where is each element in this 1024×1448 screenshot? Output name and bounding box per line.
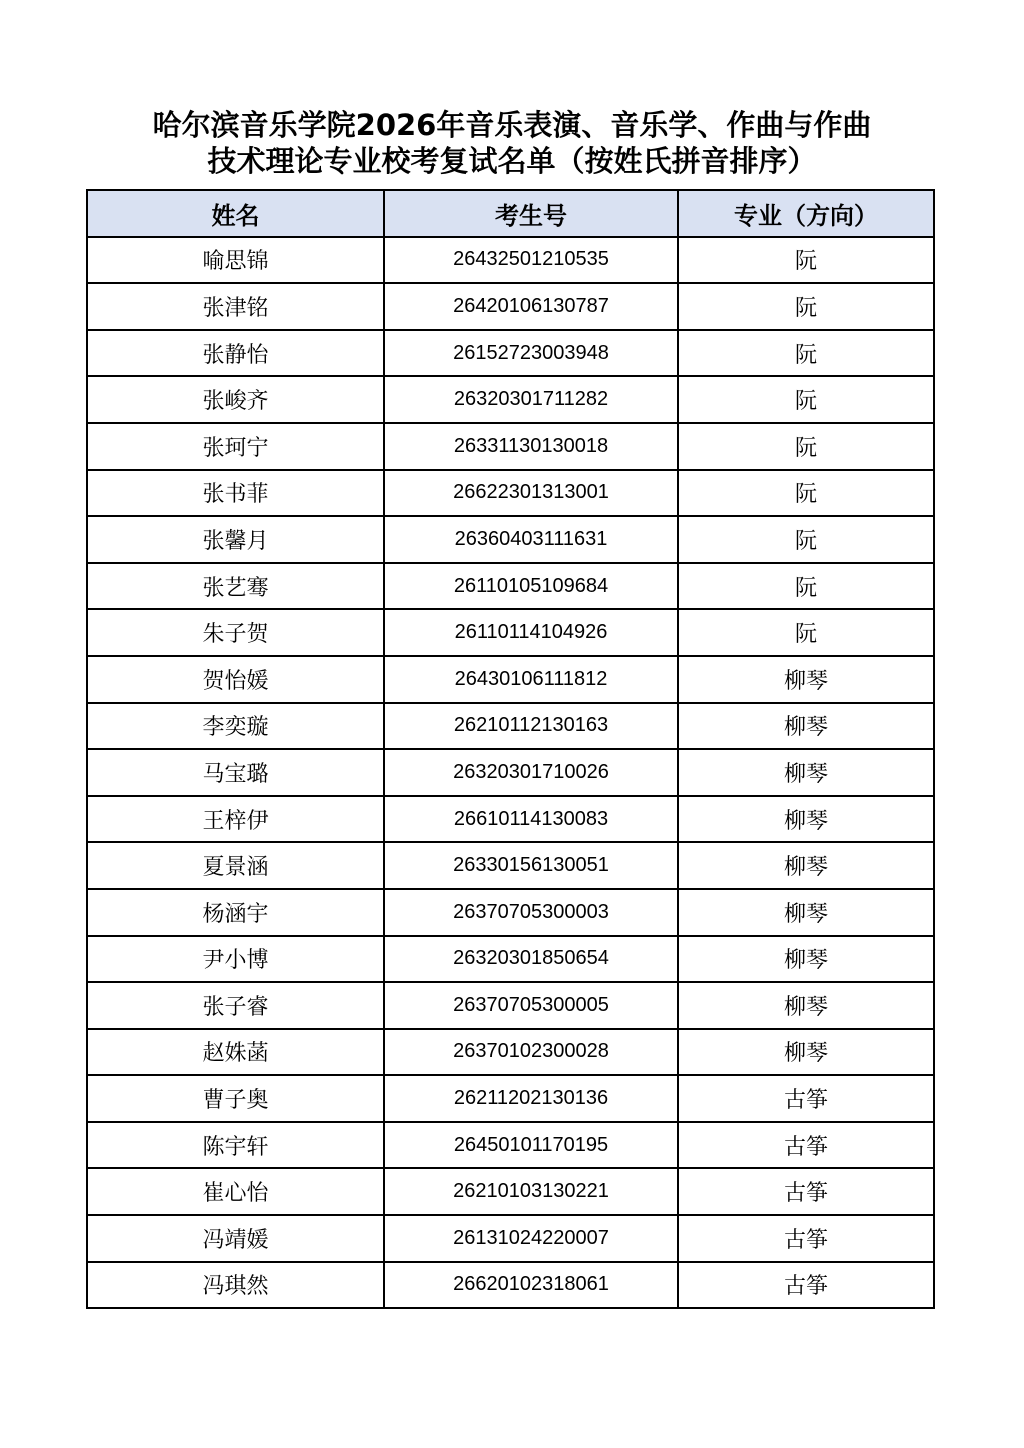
cell-name: 杨涵宇 <box>87 889 384 936</box>
cell-name: 张静怡 <box>87 330 384 377</box>
cell-name: 张珂宁 <box>87 423 384 470</box>
table-row <box>87 749 934 796</box>
header-major: 专业（方向） <box>678 190 934 237</box>
table-row <box>87 656 934 703</box>
document-title-line-2: 技术理论专业校考复试名单（按姓氏拼音排序） <box>207 144 817 178</box>
cell-name: 马宝璐 <box>87 749 384 796</box>
cell-exam-id: 26620102318061 <box>384 1262 678 1309</box>
cell-exam-id: 26110105109684 <box>384 563 678 610</box>
table-row <box>87 1029 934 1076</box>
table-row <box>87 703 934 750</box>
table-header <box>87 190 934 237</box>
cell-name: 崔心怡 <box>87 1168 384 1215</box>
table-row <box>87 1168 934 1215</box>
cell-exam-id: 26331130130018 <box>384 423 678 470</box>
table-row <box>87 936 934 983</box>
cell-major: 阮 <box>678 237 934 284</box>
cell-exam-id: 26370705300003 <box>384 889 678 936</box>
cell-name: 贺怡媛 <box>87 656 384 703</box>
cell-exam-id: 26330156130051 <box>384 842 678 889</box>
table-row <box>87 1075 934 1122</box>
cell-exam-id: 26210112130163 <box>384 703 678 750</box>
cell-name: 李奕璇 <box>87 703 384 750</box>
table-row <box>87 237 934 284</box>
cell-name: 夏景涵 <box>87 842 384 889</box>
cell-exam-id: 26360403111631 <box>384 516 678 563</box>
table-row <box>87 470 934 517</box>
cell-exam-id: 26131024220007 <box>384 1215 678 1262</box>
cell-name: 冯靖媛 <box>87 1215 384 1262</box>
cell-major: 柳琴 <box>678 936 934 983</box>
cell-major: 柳琴 <box>678 842 934 889</box>
cell-exam-id: 26430106111812 <box>384 656 678 703</box>
table-row <box>87 982 934 1029</box>
header-row <box>87 190 934 237</box>
cell-name: 曹子奥 <box>87 1075 384 1122</box>
table-row <box>87 423 934 470</box>
cell-exam-id: 26152723003948 <box>384 330 678 377</box>
cell-major: 柳琴 <box>678 982 934 1029</box>
cell-major: 阮 <box>678 563 934 610</box>
candidate-table <box>86 189 935 1309</box>
table-row <box>87 330 934 377</box>
cell-major: 阮 <box>678 330 934 377</box>
cell-major: 柳琴 <box>678 749 934 796</box>
cell-major: 古筝 <box>678 1075 934 1122</box>
cell-major: 古筝 <box>678 1122 934 1169</box>
cell-major: 柳琴 <box>678 1029 934 1076</box>
cell-exam-id: 26211202130136 <box>384 1075 678 1122</box>
table-body <box>87 237 934 1309</box>
cell-name: 张津铭 <box>87 283 384 330</box>
header-name: 姓名 <box>87 190 384 237</box>
cell-name: 王梓伊 <box>87 796 384 843</box>
document-title-line-1: 哈尔滨音乐学院2026年音乐表演、音乐学、作曲与作曲 <box>152 108 872 142</box>
cell-name: 张馨月 <box>87 516 384 563</box>
cell-name: 赵姝菡 <box>87 1029 384 1076</box>
cell-major: 阮 <box>678 423 934 470</box>
cell-name: 张书菲 <box>87 470 384 517</box>
cell-name: 朱子贺 <box>87 609 384 656</box>
cell-name: 陈宇轩 <box>87 1122 384 1169</box>
cell-major: 柳琴 <box>678 703 934 750</box>
cell-exam-id: 26370705300005 <box>384 982 678 1029</box>
cell-exam-id: 26610114130083 <box>384 796 678 843</box>
cell-exam-id: 26432501210535 <box>384 237 678 284</box>
cell-major: 阮 <box>678 283 934 330</box>
cell-major: 古筝 <box>678 1215 934 1262</box>
cell-major: 阮 <box>678 376 934 423</box>
cell-name: 张子睿 <box>87 982 384 1029</box>
cell-major: 阮 <box>678 470 934 517</box>
table-row <box>87 563 934 610</box>
cell-exam-id: 26320301850654 <box>384 936 678 983</box>
table-row <box>87 609 934 656</box>
cell-exam-id: 26110114104926 <box>384 609 678 656</box>
table-row <box>87 1215 934 1262</box>
cell-name: 冯琪然 <box>87 1262 384 1309</box>
cell-exam-id: 26210103130221 <box>384 1168 678 1215</box>
header-exam-id: 考生号 <box>384 190 678 237</box>
cell-exam-id: 26320301711282 <box>384 376 678 423</box>
cell-exam-id: 26320301710026 <box>384 749 678 796</box>
cell-exam-id: 26450101170195 <box>384 1122 678 1169</box>
cell-major: 柳琴 <box>678 889 934 936</box>
cell-exam-id: 26370102300028 <box>384 1029 678 1076</box>
cell-name: 尹小博 <box>87 936 384 983</box>
table-row <box>87 516 934 563</box>
cell-name: 张艺骞 <box>87 563 384 610</box>
table-row <box>87 283 934 330</box>
cell-name: 喻思锦 <box>87 237 384 284</box>
cell-exam-id: 26622301313001 <box>384 470 678 517</box>
cell-major: 柳琴 <box>678 656 934 703</box>
table-row <box>87 1122 934 1169</box>
cell-major: 古筝 <box>678 1262 934 1309</box>
table-row <box>87 796 934 843</box>
cell-major: 阮 <box>678 609 934 656</box>
table-row <box>87 1262 934 1309</box>
cell-major: 古筝 <box>678 1168 934 1215</box>
cell-major: 阮 <box>678 516 934 563</box>
table-row <box>87 376 934 423</box>
cell-exam-id: 26420106130787 <box>384 283 678 330</box>
table-row <box>87 889 934 936</box>
table-row <box>87 842 934 889</box>
cell-major: 柳琴 <box>678 796 934 843</box>
cell-name: 张峻齐 <box>87 376 384 423</box>
